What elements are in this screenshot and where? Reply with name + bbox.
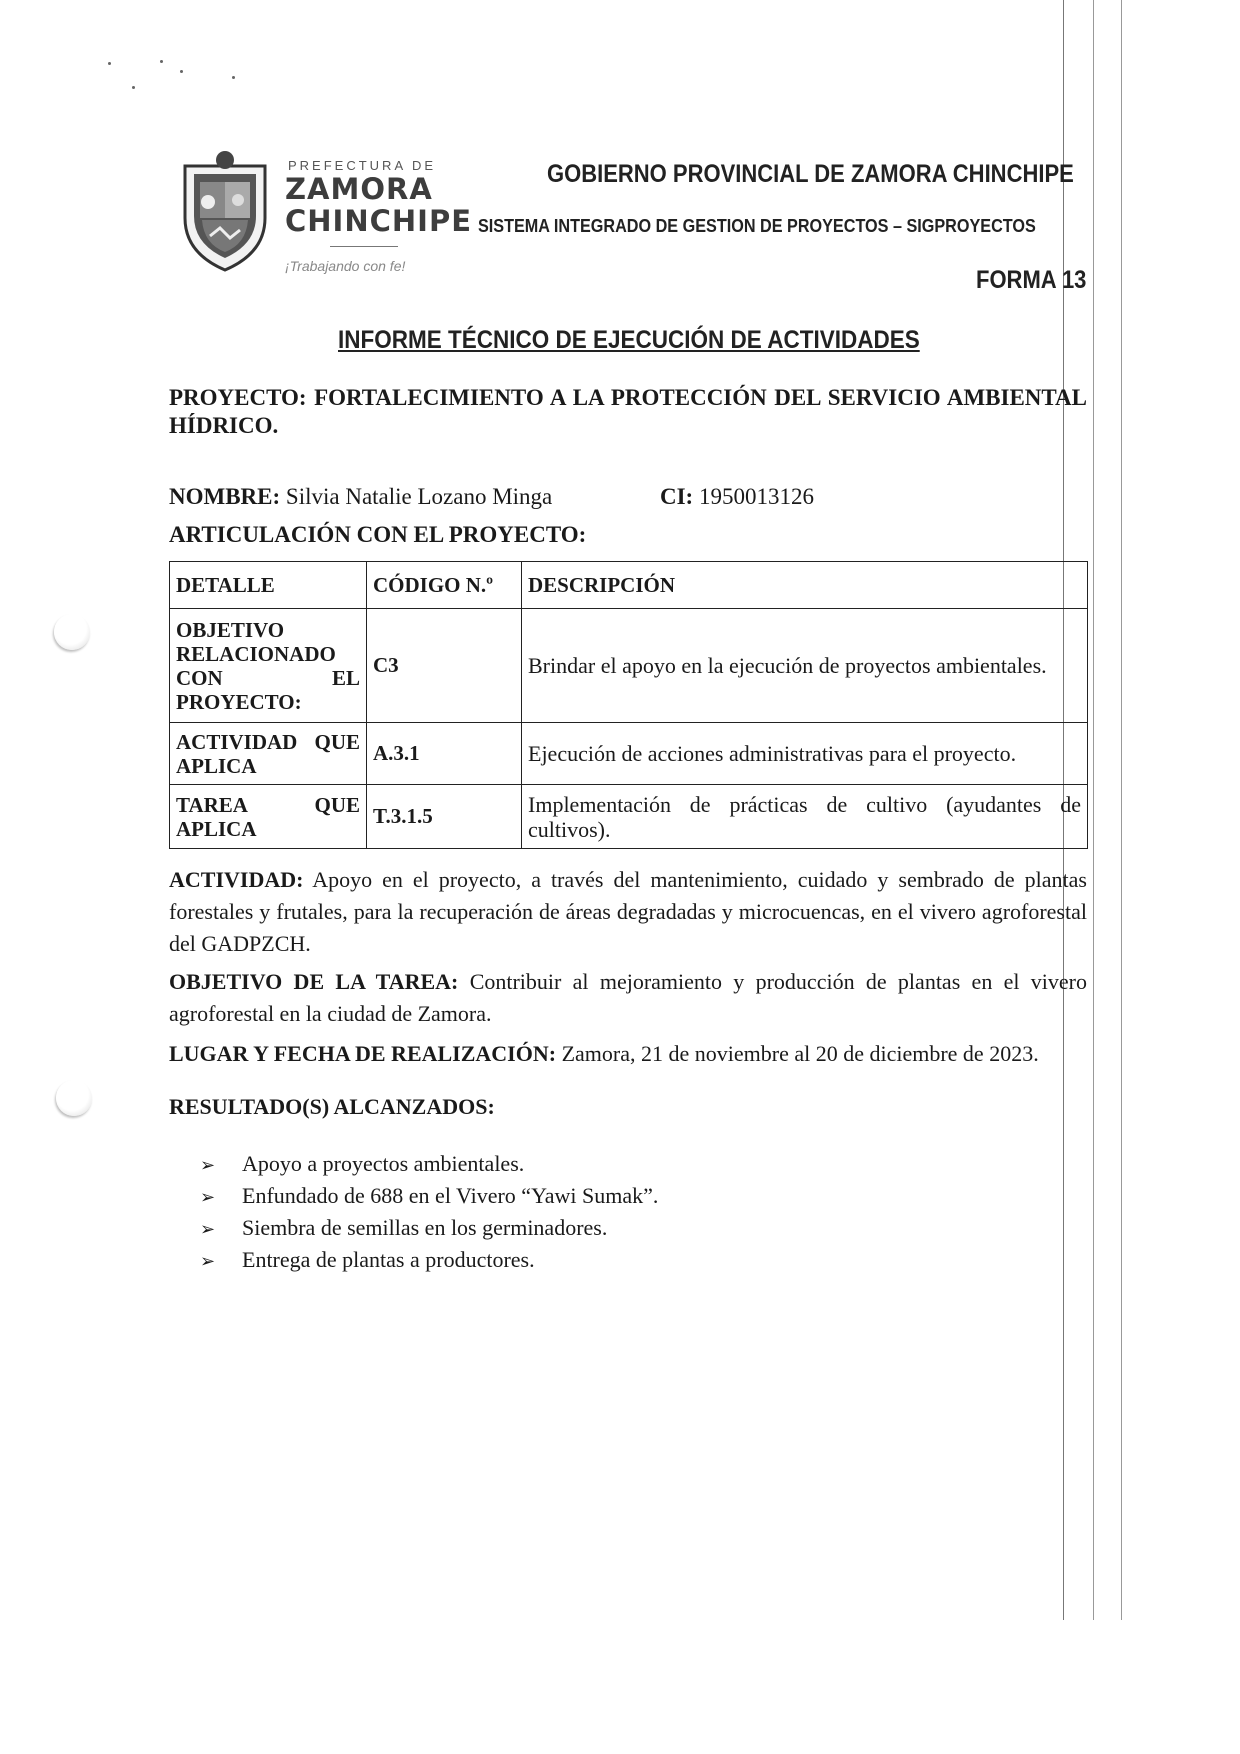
list-item xyxy=(200,1180,658,1212)
table-row xyxy=(170,609,1088,723)
name-label: NOMBRE: xyxy=(169,484,281,509)
logo-top-text: PREFECTURA DE xyxy=(288,158,437,173)
row-description: Implementación de prácticas de cultivo (ayudantes de cultivos). xyxy=(522,785,1088,849)
row-description: Ejecución de acciones administrativas para el proyecto. xyxy=(522,723,1088,785)
logo-line-2: CHINCHIPE xyxy=(285,204,473,238)
activity-text: Apoyo en el proyecto, a través del mantenimiento, cuidado y sembrado de plantas forestales y frutales, para la recuperación de áreas degradadas y microcuencas, en el vivero agroforestal del GADPZCH. xyxy=(169,867,1087,956)
punch-hole xyxy=(54,614,90,650)
ci-value: 1950013126 xyxy=(698,484,814,509)
results-list xyxy=(200,1148,658,1276)
list-item xyxy=(200,1212,658,1244)
name-field xyxy=(169,484,552,510)
row-description: Brindar el apoyo en la ejecución de proyectos ambientales. xyxy=(522,609,1088,723)
place-date-label: LUGAR Y FECHA DE REALIZACIÓN: xyxy=(169,1041,557,1066)
coat-of-arms-icon xyxy=(180,148,270,278)
form-number: FORMA 13 xyxy=(976,266,1087,294)
scan-speck xyxy=(160,60,163,63)
result-text: Enfundado de 688 en el Vivero “Yawi Sumak”. xyxy=(242,1183,659,1208)
project-line xyxy=(169,384,1087,440)
government-title: GOBIERNO PROVINCIAL DE ZAMORA CHINCHIPE xyxy=(547,160,1074,188)
scan-speck xyxy=(108,62,111,65)
list-item xyxy=(200,1148,658,1180)
row-code: C3 xyxy=(367,609,522,723)
project-label: PROYECTO: xyxy=(169,385,307,410)
scan-margin-line xyxy=(1121,0,1122,1620)
row-detail: ACTIVIDAD QUE APLICA xyxy=(170,723,367,785)
place-date-paragraph xyxy=(169,1038,1087,1070)
report-title: INFORME TÉCNICO DE EJECUCIÓN DE ACTIVIDADES xyxy=(338,326,920,354)
system-title: SISTEMA INTEGRADO DE GESTION DE PROYECTOS – SIGPROYECTOS xyxy=(478,216,1036,236)
punch-hole xyxy=(56,1080,92,1116)
arrow-bullet-icon: ➢ xyxy=(200,1251,216,1272)
project-value: FORTALECIMIENTO A LA PROTECCIÓN DEL SERVICIO AMBIENTAL HÍDRICO. xyxy=(169,385,1087,438)
results-title: RESULTADO(S) ALCANZADOS: xyxy=(169,1094,495,1119)
scan-speck xyxy=(180,70,183,73)
table-row xyxy=(170,785,1088,849)
ci-field xyxy=(660,484,814,510)
table-header-row xyxy=(170,562,1088,609)
result-text: Siembra de semillas en los germinadores. xyxy=(242,1215,608,1240)
scan-speck xyxy=(132,86,135,89)
row-code: T.3.1.5 xyxy=(367,785,522,849)
articulation-title: ARTICULACIÓN CON EL PROYECTO: xyxy=(169,522,587,547)
place-date-text: Zamora, 21 de noviembre al 20 de diciembre de 2023. xyxy=(561,1041,1039,1066)
name-value: Silvia Natalie Lozano Minga xyxy=(285,484,553,509)
task-objective-label: OBJETIVO DE LA TAREA: xyxy=(169,969,459,994)
arrow-bullet-icon: ➢ xyxy=(200,1219,216,1240)
task-objective-paragraph xyxy=(169,966,1087,1030)
logo-divider xyxy=(330,246,398,247)
task-objective-text: Contribuir al mejoramiento y producción de plantas en el vivero agroforestal en la ciudad de Zamora. xyxy=(169,969,1087,1026)
row-detail: TAREA QUE APLICA xyxy=(170,785,367,849)
header-description: DESCRIPCIÓN xyxy=(522,562,1088,609)
articulation-table xyxy=(169,561,1088,849)
header-detail: DETALLE xyxy=(170,562,367,609)
activity-paragraph xyxy=(169,864,1087,960)
table-row xyxy=(170,723,1088,785)
logo-slogan: ¡Trabajando con fe! xyxy=(285,258,406,274)
result-text: Entrega de plantas a productores. xyxy=(242,1247,535,1272)
header-code: CÓDIGO N.º xyxy=(367,562,522,609)
logo-line-1: ZAMORA xyxy=(285,172,433,206)
row-code: A.3.1 xyxy=(367,723,522,785)
result-text: Apoyo a proyectos ambientales. xyxy=(242,1151,525,1176)
scan-margin-line xyxy=(1093,0,1094,1620)
activity-label: ACTIVIDAD: xyxy=(169,867,304,892)
ci-label: CI: xyxy=(660,484,694,509)
arrow-bullet-icon: ➢ xyxy=(200,1155,216,1176)
scan-speck xyxy=(232,76,235,79)
arrow-bullet-icon: ➢ xyxy=(200,1187,216,1208)
list-item xyxy=(200,1244,658,1276)
row-detail: OBJETIVO RELACIONADO CON EL PROYECTO: xyxy=(170,609,367,723)
